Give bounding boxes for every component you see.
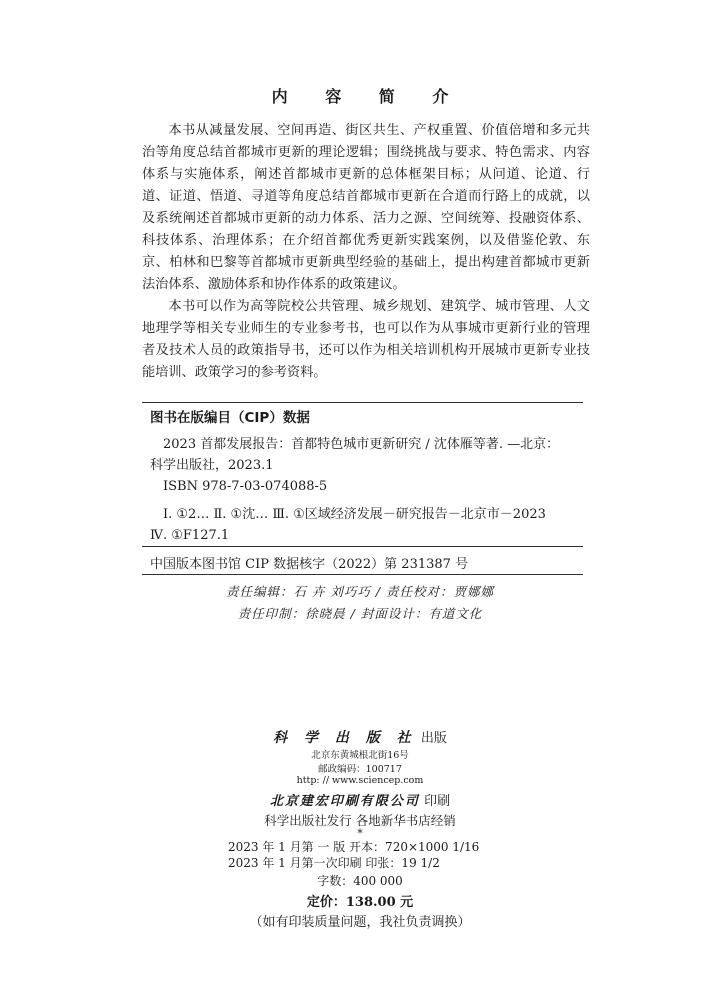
edition-line: 2023 年 1 月第 一 版 开本：720×1000 1/16 <box>228 840 480 854</box>
publisher-block <box>0 727 720 786</box>
printer-block <box>0 790 720 839</box>
cip-top-rule <box>142 402 583 403</box>
summary-paragraph: 本书从减量发展、空间再造、街区共生、产权重置、价值倍增和多元共治等角度总结首都城市更新的理论逻辑；围绕挑战与要求、特色需求、内容体系与实施体系，阐述首都城市更新的总体框架目标；从问道、论道、行道、证道、悟道、寻道等角度总结首都城市更新在合道而行路上的成就，以及系统阐述首都城市更新的动力体系、活力之源、空间统筹、投融资体系、科技体系、治理体系；在介绍首都优秀更新实践案例，以及借鉴伦敦、东京、柏林和巴黎等首都城市更新典型经验的基础上，提出构建首都城市更新法治体系、激励体系和协作体系的政策建议。 <box>142 123 590 292</box>
printing-line: 2023 年 1 月第一次印刷 印张：19 1/2 <box>228 855 440 870</box>
word-count: 字数：400 000 <box>317 874 403 888</box>
publisher-postcode: 邮政编码：100717 <box>318 764 402 775</box>
publisher-logo-text: 科 学 出 版 社 <box>273 730 417 746</box>
cip-record <box>150 434 590 546</box>
cip-line: 科学出版社，2023.1 <box>150 458 274 473</box>
cip-divider <box>142 546 583 547</box>
publisher-address: 北京东黄城根北街16号 <box>311 750 409 761</box>
summary-section <box>142 120 590 384</box>
summary-paragraph: 本书可以作为高等院校公共管理、城乡规划、建筑学、城市管理、人文地理学等相关专业师生的专业参考书，也可以作为从事城市更新行业的管理者及技术人员的政策指导书，还可以作为相关培训机构开展城市更新专业技能培训、政策学习的参考资料。 <box>142 299 590 380</box>
cip-line: 2023 首都发展报告：首都特色城市更新研究 / 沈体雁等著. —北京： <box>163 437 560 452</box>
printer-logo-text: 北京建宏印刷有限公司 <box>269 794 420 809</box>
cip-bottom-rule <box>142 574 583 575</box>
cip-heading: 图书在版编目（CIP）数据 <box>150 410 310 426</box>
publisher-suffix: 出版 <box>420 731 447 746</box>
distribution: 科学出版社发行 各地新华书店经销 <box>264 813 456 828</box>
printer-suffix: 印刷 <box>424 794 451 809</box>
star-separator: * <box>357 827 363 840</box>
cip-core-number: 中国版本图书馆 CIP 数据核字（2022）第 231387 号 <box>150 557 469 572</box>
page-title: 内 容 简 介 <box>271 87 465 106</box>
publisher-url: http: // www.sciencep.com <box>296 775 424 786</box>
credits-production: 责任印制：徐晓晨 / 封面设计：有道文化 <box>237 606 483 621</box>
price: 定价：138.00 元 <box>306 895 414 910</box>
quality-note: （如有印装质量问题，我社负责调换） <box>249 915 471 930</box>
edition-details <box>228 840 479 871</box>
credits-editors: 责任编辑：石 卉 刘巧巧 / 责任校对：贾娜娜 <box>225 584 495 599</box>
cip-classification: Ⅳ. ①F127.1 <box>150 528 230 543</box>
cip-classification: Ⅰ. ①2… Ⅱ. ①沈… Ⅲ. ①区域经济发展－研究报告－北京市－2023 <box>163 507 546 522</box>
cip-isbn: ISBN 978-7-03-074088-5 <box>163 479 328 494</box>
